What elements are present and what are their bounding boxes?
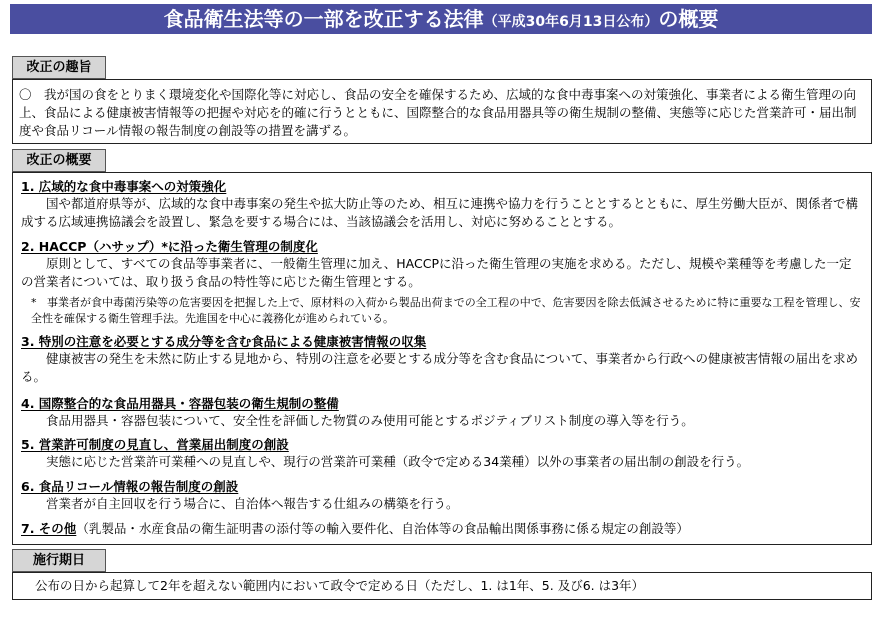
purpose-box (12, 79, 872, 144)
effective-text: 公布の日から起算して2年を超えない範囲内において政令で定める日（ただし、1. は1年、5. 及び6. は3年） (35, 578, 645, 593)
item-6-body: 営業者が自主回収を行う場合に、自治体へ報告する仕組みの構築を行う。 (46, 496, 459, 511)
item-7 (21, 520, 689, 537)
haccp-note (31, 295, 861, 327)
purpose-text (19, 86, 859, 140)
item-7-body: （乳製品・水産食品の衛生証明書の添付等の輸入要件化、自治体等の食品輸出関係事務に係る規定の創設等） (76, 521, 689, 536)
note-mark: * (31, 296, 37, 309)
purpose-bullet: 〇 (19, 87, 32, 102)
purpose-label: 改正の趣旨 (12, 56, 106, 79)
item-1-body: 国や都道府県等が、広域的な食中毒事案の発生や拡大防止等のため、相互に連携や協力を行うこととするとともに、厚生労働大臣が、関係者で構成する広域連携協議会を設置し、緊急を要する場合には、当該協議会を活用し、対応に努めることとする。 (21, 196, 859, 229)
item-3-body: 健康被害の発生を未然に防止する見地から、特別の注意を必要とする成分等を含む食品について、事業者から行政への健康被害情報の届出を求める。 (21, 351, 859, 384)
item-1-heading: 1. 広域的な食中毒事案への対策強化 (21, 179, 227, 194)
item-5-heading: 5. 営業許可制度の見直し、営業届出制度の創設 (21, 437, 289, 452)
item-7-heading: 7. その他 (21, 521, 77, 536)
title-main: 食品衛生法等の一部を改正する法律 (163, 7, 484, 31)
overview-label: 改正の概要 (12, 149, 106, 172)
item-3-heading: 3. 特別の注意を必要とする成分等を含む食品による健康被害情報の収集 (21, 334, 427, 349)
item-2-heading: 2. HACCP（ハサップ）*に沿った衛生管理の制度化 (21, 239, 318, 254)
item-2-body: 原則として、すべての食品等事業者に、一般衛生管理に加え、HACCPに沿った衛生管理の実施を求める。ただし、規模や業種等を考慮した一定の営業者については、取り扱う食品の特性等に応じた衛生管理とする。 (21, 256, 852, 289)
item-4-body: 食品用器具・容器包装について、安全性を評価した物質のみ使用可能とするポジティブリスト制度の導入等を行う。 (46, 413, 694, 428)
item-6-heading: 6. 食品リコール情報の報告制度の創設 (21, 479, 239, 494)
overview-box (12, 172, 872, 545)
effective-box (12, 572, 872, 600)
page-title (10, 4, 872, 34)
note-text: 事業者が食中毒菌汚染等の危害要因を把握した上で、原材料の入荷から製品出荷までの全工程の中で、危害要因を除去低減させるために特に重要な工程を管理し、安全性を確保する衛生管理手法。先進国を中心に義務化が進められている。 (31, 296, 861, 325)
effective-label: 施行期日 (12, 549, 106, 572)
item-5-body: 実態に応じた営業許可業種への見直しや、現行の営業許可業種（政令で定める34業種）以外の事業者の届出制の創設を行う。 (46, 454, 750, 469)
purpose-body: 我が国の食をとりまく環境変化や国際化等に対応し、食品の安全を確保するため、広域的な食中毒事案への対策強化、事業者による衛生管理の向上、食品による健康被害情報等の把握や対応を的確に行うとともに、国際整合的な食品用器具等の衛生規制の整備、実態等に応じた営業許可・届出制度や食品リコール情報の報告制度の創設等の措置を講ずる。 (19, 87, 857, 138)
title-suffix: の概要 (658, 7, 719, 31)
title-date: （平成30年6月13日公布） (483, 14, 659, 30)
item-4-heading: 4. 国際整合的な食品用器具・容器包装の衛生規制の整備 (21, 396, 339, 411)
